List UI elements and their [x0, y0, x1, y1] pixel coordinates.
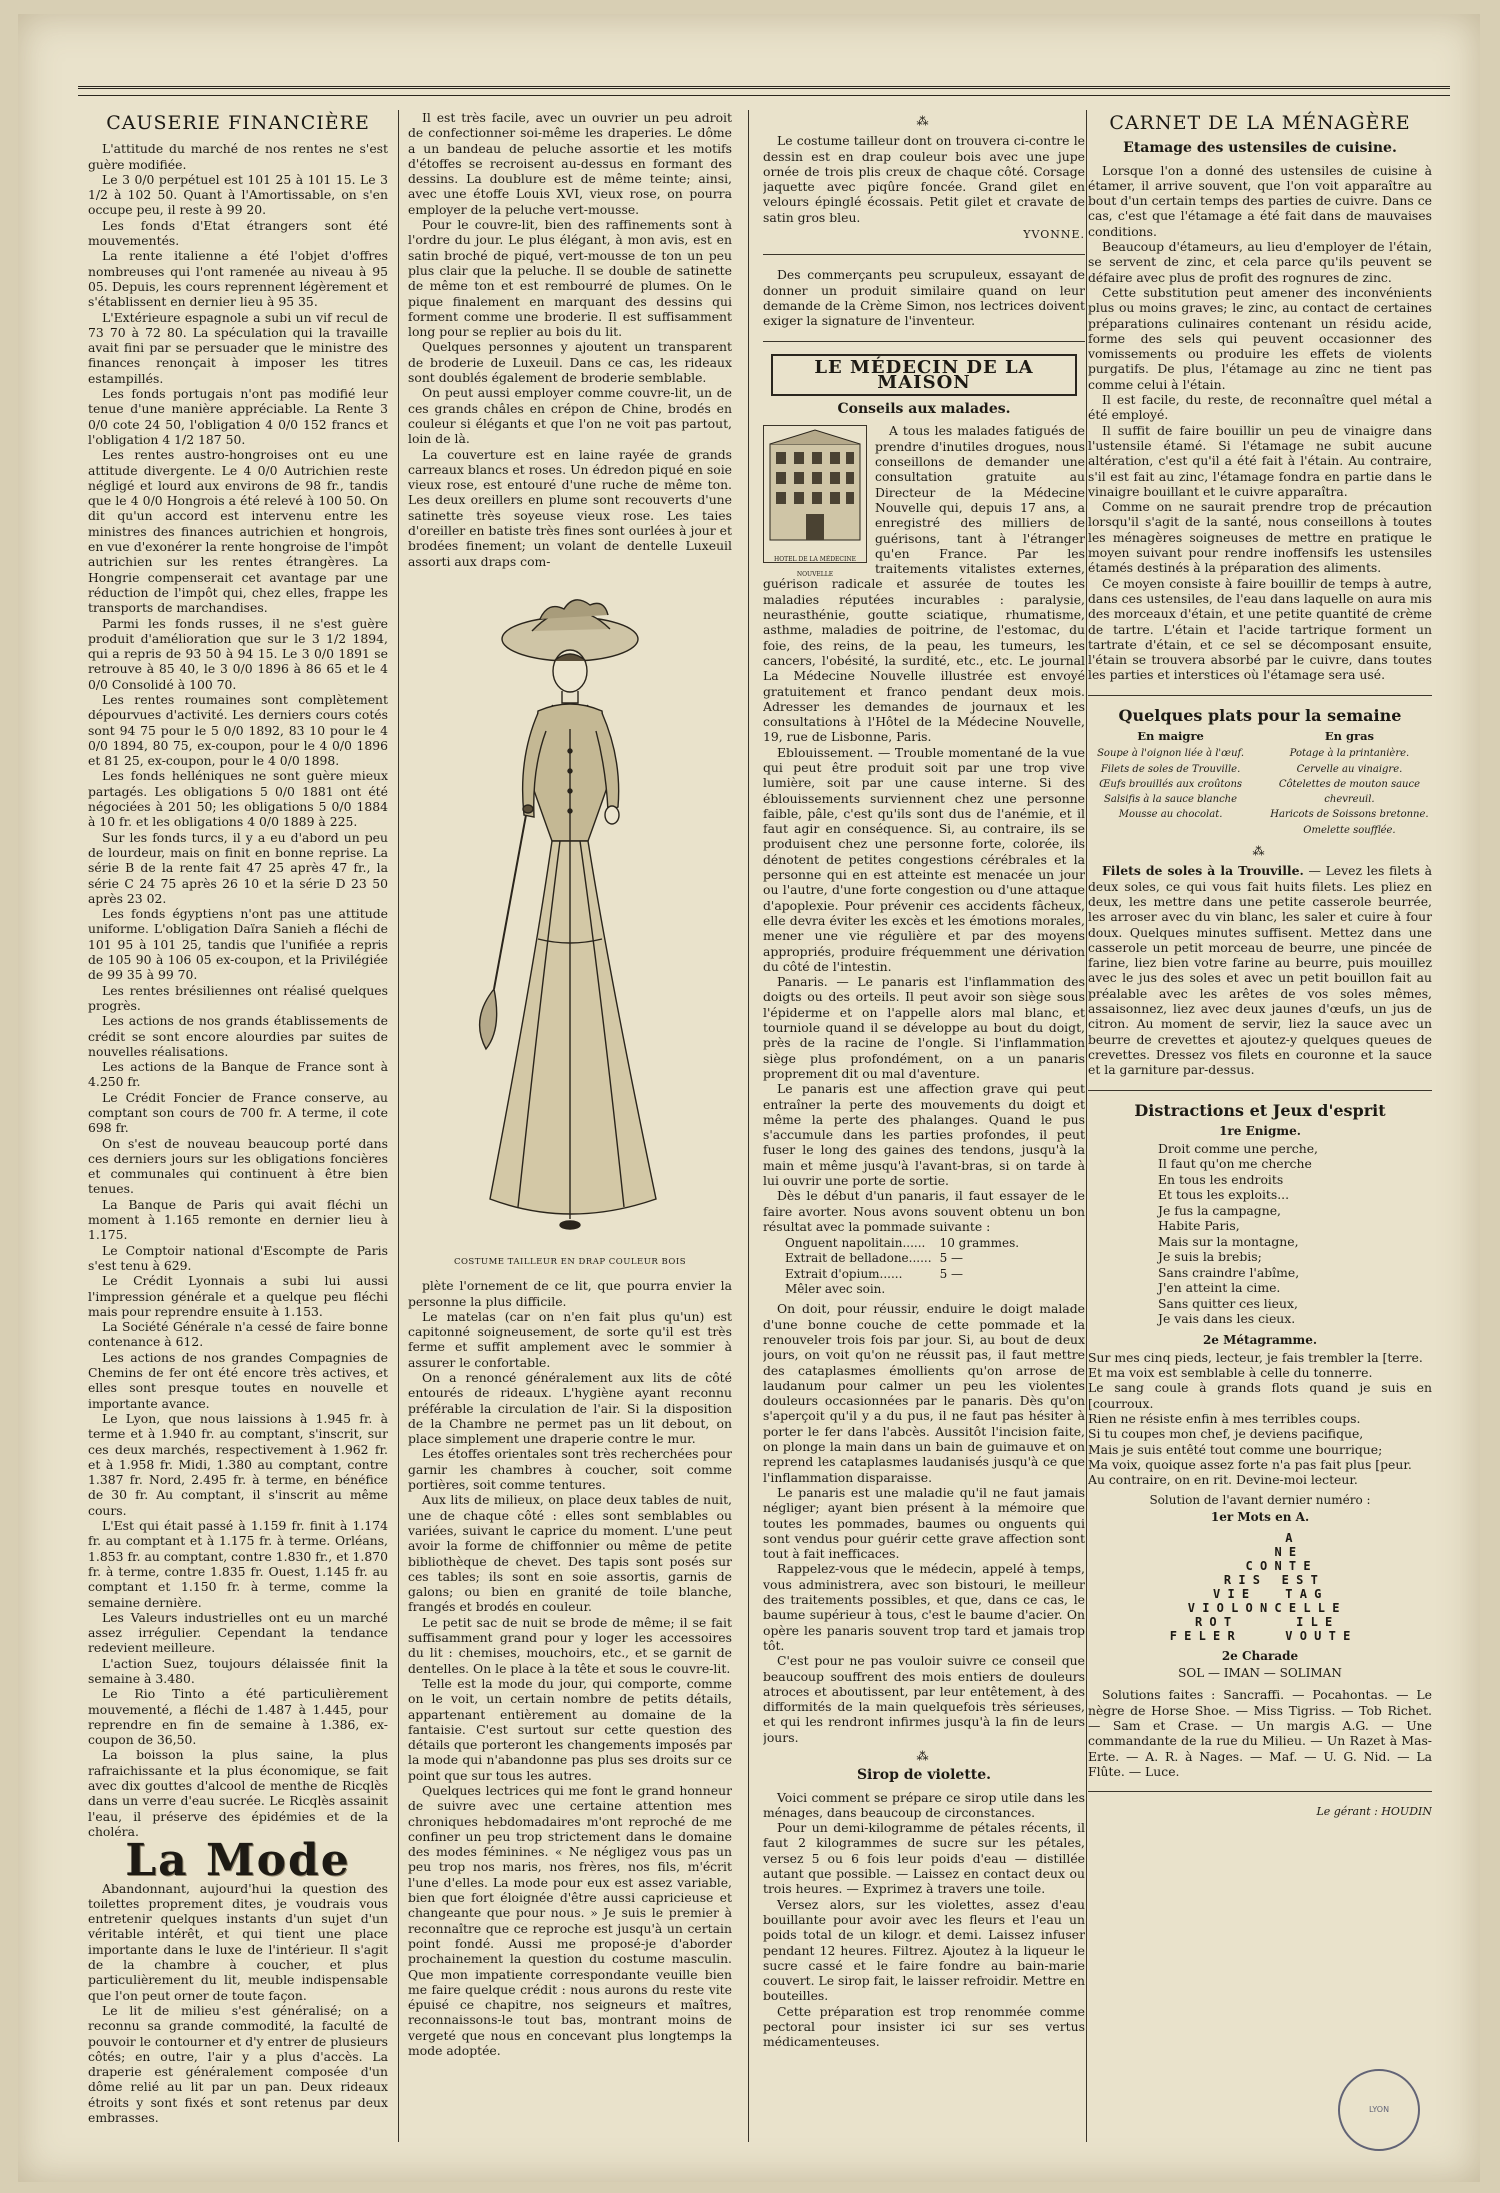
paragraph: Le 3 0/0 perpétuel est 101 25 à 101 15. Le 3 1/2 à 102 50. Quant à l'Amortissable, on s'en occupe peu, il reste à 99 20. — [88, 171, 388, 218]
paragraph: On doit, pour réussir, enduire le doigt malade d'une bonne couche de cette pommade et la renouveler trois fois par jour. Si, au bout de deux jours, on voit qu'on ne réussit pas, il faut mettre des cataplasmes émollients qu'on arrose de laudanum pour calmer un peu les violentes douleurs occasionnées par le panaris. Dès qu'on s'aperçoit qu'il y a du pus, il ne faut pas hésiter à porter le fer dans l'abcès. Aussitôt l'incision faite, on plonge la main dans un bain de guimauve et on reprend les cataplasmes laudanisés jusqu'à ce que l'inflammation disparaisse. — [763, 1301, 1085, 1485]
divider — [1088, 1791, 1432, 1792]
paragraph: Les rentes austro-hongroises ont eu une attitude divergente. Le 4 0/0 Autrichien reste négligé et lourd aux environs de 98 fr., tandis que le 4 0/0 Hongrois a été relevé à 100 50. On dit qu'un accord est intervenu entre les ministres des finances autrichien et hongrois, en vue d'exonérer la rente hongroise de l'impôt autrichien sur les rentes étrangères. La Hongrie compenserait cet avantage par une réduction de l'impôt qui, chez elles, frappe les transports de marchandises. — [88, 447, 388, 616]
mode-continuation — [763, 133, 1085, 225]
gras-list — [1267, 746, 1432, 838]
paragraph: Le Crédit Lyonnais a subi lui aussi l'impression générale et a quelque peu fléchi mais pour reprendre ensuite à 1.153. — [88, 1273, 388, 1319]
verse-line: Sur mes cinq pieds, lecteur, je fais trembler la [terre. — [1088, 1349, 1423, 1365]
sirop-body — [763, 1790, 1085, 2050]
column-finance — [88, 110, 388, 2152]
paragraph: Les fonds helléniques ne sont guère mieux partagés. Les obligations 5 0/0 1881 ont été négociées à 201 50; les obligations 5 0/0 1884 à 10 fr. et les obligations 4 0/0 1889 à 225. — [88, 768, 388, 830]
menu-item: Potage à la printanière. — [1289, 748, 1410, 760]
paragraph: Les fonds égyptiens n'ont pas une attitude uniforme. L'obligation Daïra Sanieh a fléchi de 101 95 à 101 25, tandis que l'unifiée a repris de 105 90 à 106 05 ex-coupon, et la Privilégiée de 99 35 à 99 70. — [88, 906, 388, 983]
finance-title: CAUSERIE FINANCIÈRE — [106, 112, 370, 134]
paragraph: Le Lyon, que nous laissions à 1.945 fr. à terme et à 1.940 fr. au comptant, s'inscrit, sur ces deux marchés, respectivement à 1.962 fr. et à 1.958 fr. Midi, 1.380 au comptant, contre 1.387 fr. Nord, 2.495 fr. à terme, en bénéfice de 30 fr. Au comptant, il s'inscrit au même cours. — [88, 1410, 388, 1518]
paragraph: Le Comptoir national d'Escompte de Paris s'est tenu à 629. — [88, 1242, 388, 1273]
verse-line: Et ma voix est semblable à celle du tonnerre. — [1088, 1365, 1373, 1381]
panaris-continuation — [763, 1301, 1085, 1745]
paragraph: C'est pour ne pas vouloir suivre ce conseil que beaucoup souffrent des mois entiers de douleurs atroces et aboutissent, par leur entêtement, à des difformités de la main quelquefois très sérieuses, et qui les rendront infirmes jusqu'à la fin de leurs jours. — [763, 1653, 1085, 1745]
divider — [763, 341, 1085, 342]
paragraph: L'Est qui était passé à 1.159 fr. finit à 1.174 fr. au comptant et à 1.175 fr. à terme. Orléans, 1.853 fr. au comptant, contre 1.830 fr., et 1.870 fr. à terme, contre 1.835 fr. Ouest, 1.145 fr. au comptant et 1.150 fr. à terme, comme la semaine dernière. — [88, 1518, 388, 1610]
menu-item: Omelette soufflée. — [1303, 824, 1396, 836]
medecin-subtitle: Conseils aux malades. — [837, 401, 1011, 418]
finance-body — [88, 141, 388, 1839]
author-signature: YVONNE. — [1023, 228, 1085, 242]
paragraph: Rappelez-vous que le médecin, appelé à temps, vous administrera, avec son bistouri, le meilleur des traitements possibles, et que, dans ce cas, le baume supérieur à tous, c'est le baume d'acier. On opère les panaris souvent trop tard et jamais trop tôt. — [763, 1561, 1085, 1653]
paragraph: Ce moyen consiste à faire bouillir de temps à autre, dans ces ustensiles, de l'eau dans laquelle on aura mis des morceaux d'étain, et une petite quantité de crème de tartre. L'étain et l'acide tartrique forment un tartrate d'étain, et ce sel se décomposant ensuite, l'étain se trouvera absorbé par le cuivre, dans toutes les parties et interstices où l'étamage sera usé. — [1088, 575, 1432, 683]
paragraph: Abandonnant, aujourd'hui la question des toilettes proprement dites, je voudrais vous entretenir quelques instants d'un sujet d'un véritable intérêt, et qui tient une place importante dans le luxe de l'intérieur. Il s'agit de la chambre à coucher, et plus particulièrement du lit, meuble indispensable que l'on peut orner de toute façon. — [88, 1880, 388, 2003]
paragraph: Quelques lectrices qui me font le grand honneur de suivre avec une certaine attention mes chroniques hebdomadaires m'ont reproché de me confiner un peu trop strictement dans le domaine des modes féminines. « Ne négligez vous pas un peu trop nos maris, nos frères, nos fils, m'écrit l'une d'elles. La mode pour eux est assez variable, bien que fort éloignée d'être aussi capricieuse et changeante que pour nous. » Je suis le premier à reconnaître que ce reproche est jusqu'à un certain point fondé. Aussi me proposé-je d'aborder prochainement la question du costume masculin. Que mon impatiente correspondante veuille bien me faire quelque crédit : nous aurons du reste vite épuisé ce chapitre, nos seigneurs et maîtres, reconnaissons-le tout bas, montrant moins de vergeté que nous en concevant plus longtemps la mode adoptée. — [408, 1783, 732, 2059]
sirop-title: Sirop de violette. — [856, 1767, 992, 1784]
paragraph: Les fonds d'Etat étrangers sont été mouvementés. — [88, 217, 388, 249]
paragraph: Eblouissement. — Trouble momentané de la vue qui peut être produit soit par une trop vive lumière, soit par une cause interne. Si des éblouissements surviennent chez une personne faible, pâle, c'est qu'ils sont dus de l'anémie, et il faut agir en conséquence. Si, au contraire, ils se produisent chez une personne forte, colorée, ils dénotent de petites congestions cérébrales et la personne qui en est atteinte est menacée un jour ou l'autre, d'une forte congestion ou d'une attaque d'apoplexie. Pour prévenir ces accidents fâcheux, elle devra éviter les excès et les émotions morales, mener une vie régulière et par des moyens appropriés, produire fréquemment une dérivation du côté de l'intestin. — [763, 744, 1085, 974]
verse-line: Le sang coule à grands flots quand je suis en [courroux. — [1088, 1380, 1432, 1411]
menu-item: Côtelettes de mouton sauce — [1278, 778, 1421, 790]
paragraph: Il est très facile, avec un ouvrier un peu adroit de confectionner soi-même les draperies. Le dôme a un bandeau de peluche assortie et les motifs d'étoffes se recroisent au-dessus en formant des dessins. La doublure est de même teinte; ainsi, avec une étoffe Louis XVI, vieux rose, on pourra employer de la peluche vert-mousse. — [408, 110, 732, 217]
paragraph: Lorsque l'on a donné des ustensiles de cuisine à étamer, il arrive souvent, que l'on voit apparaître au bout d'un certain temps des parties de cuivre. Dans ce cas, c'est que l'étamage a été fait dans de mauvaises conditions. — [1088, 162, 1432, 239]
verse-line: Je fus la campagne, — [1158, 1202, 1281, 1218]
paragraph: plète l'ornement de ce lit, que pourra envier la personne la plus difficile. — [408, 1278, 732, 1309]
column-divider — [1086, 110, 1087, 2142]
paragraph: Parmi les fonds russes, il ne s'est guère produit d'amélioration que sur le 3 1/2 1894, qui a repris de 93 50 à 94 15. Le 3 0/0 1891 se retrouve à 85 40, le 3 0/0 1896 à 86 65 et le 4 0/0 Consolidé à 100 70. — [88, 615, 388, 692]
paragraph: Le panaris est une affection grave qui peut entraîner la perte des mouvements du doigt et même la perte des phalanges. Quand le pus s'accumule dans les parties profondes, il peut fuser le long des gaines des tendons, jusqu'à la main et même jusqu'à l'avant-bras, si on tarde à lui ouvrir une porte de sortie. — [763, 1081, 1085, 1188]
ingredient-name: Extrait de belladone...... — [785, 1251, 932, 1266]
gras-label: En gras — [1324, 728, 1375, 743]
paragraph: Le Rio Tinto a été particulièrement mouvementé, a fléchi de 1.487 à 1.445, pour reprendre en fin de semaine à 1.386, ex-coupon de 36,50. — [88, 1686, 388, 1748]
paragraph: L'Extérieure espagnole a subi un vif recul de 73 70 à 72 80. La spéculation qui la travaille avait fini par se persuader que le ministre des finances renonçait à imposer les titres estampillés. — [88, 309, 388, 386]
paragraph: Le panaris est une maladie qu'il ne faut jamais négliger; ayant bien présent à la mémoire que toutes les pommades, baumes ou onguents qui sont vendus pour guérir cette grave affection sont tout à fait inefficaces. — [763, 1484, 1085, 1562]
paragraph: Le lit de milieu s'est généralisé; on a reconnu sa grande commodité, la faculté de pouvoir le contourner et d'y entrer de plusieurs côtés; en outre, l'air y a plus d'accès. La draperie est généralement composée d'un dôme relié au lit par un pan. Deux rideaux étroits y sont fixés et sont retenus par deux embrasses. — [88, 2002, 388, 2125]
verse-line: Je suis la brebis; — [1158, 1249, 1262, 1265]
ingredient-quantity: 5 — — [939, 1266, 964, 1281]
paragraph: Cette substitution peut amener des inconvénients plus ou moins graves; le zinc, au contact de certaines préparations culinaires contenant un résidu acide, forme des sels qui peuvent occasionner des vomissements ou produire les effets de violents purgatifs. De plus, l'étamage au zinc ne tient pas comme celui à l'étain. — [1088, 284, 1432, 392]
paragraph: Le matelas (car on n'en fait plus qu'un) est capitonné soigneusement, de sorte qu'il est très ferme et suffit amplement avec le sommier à assurer le confortable. — [408, 1308, 732, 1370]
mode-title: La Mode — [125, 1835, 351, 1887]
paragraph: Beaucoup d'étameurs, au lieu d'employer de l'étain, se servent de zinc, et cela parce qu'ils peuvent se défaire avec plus de profit des rognures de zinc. — [1088, 239, 1432, 285]
separator-stars: ⁂ — [916, 1748, 932, 1763]
verse-line: Mais sur la montagne, — [1158, 1233, 1299, 1249]
library-stamp: LYON — [1338, 2069, 1420, 2151]
gerant-signature: Le gérant : HOUDIN — [1316, 1805, 1432, 1819]
jeux-title: Distractions et Jeux d'esprit — [1134, 1100, 1386, 1120]
menu-item: Salsifis à la sauce blanche — [1104, 794, 1238, 806]
solution-label: Solution de l'avant dernier numéro : — [1149, 1493, 1371, 1508]
charade-title: 2e Charade — [1221, 1649, 1299, 1664]
menu-maigre — [1088, 729, 1253, 838]
column-divider — [398, 110, 399, 2142]
paragraph: Aux lits de milieux, on place deux tables de nuit, une de chaque côté : elles sont semblables ou variées, suivant le caprice du moment. L'une peut avoir la forme de chiffonnier ou même de petite bibliothèque de chevet. Des tapis sont posés sur ces tables; ils sont en soie assortis, garnis de galons; ou bien en granité de toile blanche, frangés et brodés en couleur. — [408, 1492, 732, 1615]
verse-line: Sans quitter ces lieux, — [1158, 1295, 1298, 1311]
charade-answer: SOL — IMAN — SOLIMAN — [1178, 1666, 1342, 1681]
mode-body-bottom — [408, 1278, 732, 2058]
metagramme-title: 2e Métagramme. — [1202, 1332, 1318, 1347]
paragraph: Versez alors, sur les violettes, assez d'eau bouillante pour avoir avec les fleurs et l'eau un poids total de un kilogr. et demi. Laissez infuser pendant 12 heures. Filtrez. Ajoutez à la liqueur le sucre cassé et le faire fondre au bain-marie couvert. Le sirop fait, le laisser refroidir. Mettre en bouteilles. — [763, 1896, 1085, 2004]
etamage-title: Etamage des ustensiles de cuisine. — [1123, 140, 1397, 157]
verse-line: Habite Paris, — [1158, 1218, 1240, 1234]
enigme-title: 1re Enigme. — [1219, 1123, 1301, 1138]
paragraph: Le Crédit Foncier de France conserve, au comptant son cours de 700 fr. A terme, il cote 698 fr. — [88, 1089, 388, 1136]
paragraph: Sur les fonds turcs, il y a eu d'abord un peu de lourdeur, mais on finit en bonne reprise. La série B de la rente fait 47 25 après 47 fr., la série C 24 75 après 26 10 et la série D 23 50 après 23 02. — [88, 829, 388, 906]
paragraph: Les étoffes orientales sont très recherchées pour garnir les chambres à coucher, soit comme portières, soit comme tentures. — [408, 1446, 732, 1493]
metagramme-lines — [1088, 1350, 1432, 1488]
prescription-row — [781, 1236, 1023, 1251]
ingredient-quantity: 5 — — [939, 1251, 964, 1266]
creme-simon-notice: Des commerçants peu scrupuleux, essayant de donner un produit similaire quand on leur demande de la Crème Simon, nos lectrices doivent exiger la signature de l'inventeur. — [763, 267, 1085, 329]
verse-line: Sans craindre l'abîme, — [1158, 1264, 1300, 1280]
paragraph: La boisson la plus saine, la plus rafraichissante et la plus économique, se fait avec dix gouttes d'alcool de menthe de Ricqlès dans un verre d'eau sucrée. Le Ricqlès assainit l'eau, il préserve des épidémies et de la choléra. — [88, 1747, 388, 1839]
paragraph: L'action Suez, toujours délaissée finit la semaine à 3.480. — [88, 1655, 388, 1686]
verse-line: En tous les endroits — [1158, 1171, 1284, 1187]
enigme-lines — [1158, 1141, 1432, 1327]
paragraph: Quelques personnes y ajoutent un transparent de broderie de Luxeuil. Dans ce cas, les rideaux sont doublés également de broderie semblable. — [408, 339, 732, 386]
menu-item: Cervelle au vinaigre. — [1296, 763, 1403, 775]
column-medecin — [763, 110, 1085, 2152]
hotel-illustration — [763, 425, 867, 579]
plats-title: Quelques plats pour la semaine — [1118, 705, 1402, 725]
paragraph: On peut aussi employer comme couvre-lit, un de ces grands châles en crépon de Chine, brodés en couleur si élégants et que l'on ne voit pas partout, loin de là. — [408, 385, 732, 447]
verse-line: Je vais dans les cieux. — [1158, 1311, 1296, 1327]
column-divider — [748, 110, 749, 2142]
maigre-label: En maigre — [1137, 728, 1204, 743]
verse-line: J'en atteint la cime. — [1158, 1280, 1281, 1296]
column-mode — [408, 110, 732, 2152]
solvers-list: Solutions faites : Sancraffi. — Pocahontas. — Le nègre de Horse Shoe. — Miss Tigriss. — Tob Richet. — Sam et Crase. — Un margis A.G. — Une commandante de la rue du Milieu. — Un Razet à Mas-Erte. — A. R. à Nages. — Maf. — U. G. Nid. — La Flûte. — Luce. — [1088, 1687, 1432, 1779]
verse-line: Si tu coupes mon chef, je deviens pacifique, — [1088, 1426, 1364, 1442]
ingredient-name: Mêler avec soin. — [785, 1282, 886, 1297]
newspaper-page — [18, 14, 1480, 2182]
paragraph: Les actions de nos grandes Compagnies de Chemins de fer ont été encore très actives, et elles sont presque toutes en nouvelle et importante avance. — [88, 1349, 388, 1411]
paragraph: Dès le début d'un panaris, il faut essayer de le faire avorter. Nous avons souvent obtenu un bon résultat avec la pommade suivante : — [763, 1188, 1085, 1234]
paragraph: On s'est de nouveau beaucoup porté dans ces derniers jours sur les obligations foncières et communales qui continuent à être bien tenues. — [88, 1135, 388, 1197]
soles-recipe: Filets de soles à la Trouville. — Levez les filets à deux soles, ce qui vous fait huits filets. Les pliez en deux, les mettre dans une petite casserole beurrée, les arroser avec du vin blanc, les saler et cuire à four doux. Quelques minutes suffisent. Mettez dans une casserole un petit morceau de beurre, une pincée de farine, liez bien votre farine au beurre, puis mouillez avec le jus des soles et avec un petit bouillon fait au préalable avec les arêtes de vos soles mêmes, assaisonnez, liez avec deux jaunes d'œufs, un jus de citron. Au moment de servir, liez la sauce avec un beurre de crevettes et ajoutez-y quelques queues de crevettes. Dressez vos filets en couronne et la sauce et la garniture par-dessus. — [1088, 863, 1432, 1078]
prescription-row — [781, 1267, 1023, 1282]
verse-line: Et tous les exploits... — [1158, 1187, 1290, 1203]
paragraph: La couverture est en laine rayée de grands carreaux blancs et roses. Un édredon piqué en soie vieux rose, est entouré d'une ruche de même ton. Les deux oreillers en plume sont recouverts d'une satinette très soyeuse vieux rose. Les taies d'oreiller en batiste très fines sont ourlées à jour et brodées finement; un volant de dentelle Luxeuil assorti aux draps com- — [408, 446, 732, 569]
paragraph: L'attitude du marché de nos rentes ne s'est guère modifiée. — [88, 141, 388, 172]
separator-stars: ⁂ — [1252, 844, 1268, 859]
verse-line: Rien ne résiste enfin à mes terribles coups. — [1088, 1411, 1361, 1426]
prescription-row — [781, 1251, 1023, 1266]
paragraph: Comme on ne saurait prendre trop de précaution lorsqu'il s'agit de la santé, nous conseillons à toutes les ménagères soigneuses de mettre en pratique le moyen suivant pour rendre inoffensifs les ustensiles étamés destinés à la préparation des aliments. — [1088, 499, 1432, 576]
divider — [1088, 1090, 1432, 1091]
mode-body-top — [408, 110, 732, 569]
header-rule — [78, 86, 1450, 96]
paragraph: Les fonds portugais n'ont pas modifié leur tenue d'une manière appréciable. La Rente 3 0/0 cote 24 50, l'obligation 4 0/0 152 francs et l'obligation 4 1/2 187 50. — [88, 386, 388, 447]
medecin-title: LE MÉDECIN DE LA MAISON — [771, 354, 1077, 397]
soles-title: Filets de soles à la Trouville. — [1102, 863, 1304, 879]
paragraph: Le costume tailleur dont on trouvera ci-contre le dessin est en drap couleur bois avec une jupe ornée de trois plis creux de chaque côté. Corsage jaquette avec piqûre foncée. Grand gilet en velours épinglé écossais. Petit gilet et cravate de satin gros bleu. — [763, 133, 1085, 225]
menu-gras — [1267, 729, 1432, 838]
word-grid: A N E C O N T E R I S E S T V I E T A G V I O L O N C E L L E R O T I L E F E L E R V O U T E — [1169, 1531, 1351, 1644]
paragraph: Le petit sac de nuit se brode de même; il se fait suffisamment grand pour y loger les accessoires du lit : chemises, mouchoirs, etc., et se garnit de dentelles. On le place à la tête et sous le couvre-lit. — [408, 1614, 732, 1676]
column-menagere — [1088, 110, 1432, 2152]
menu-table — [1088, 729, 1432, 838]
paragraph: Les Valeurs industrielles ont eu un marché assez irrégulier. Cependant la tendance redevient meilleure. — [88, 1609, 388, 1656]
menagere-title: CARNET DE LA MÉNAGÈRE — [1109, 112, 1411, 134]
etamage-body — [1088, 163, 1432, 683]
ingredient-name: Onguent napolitain...... — [785, 1236, 926, 1251]
paragraph: La Banque de Paris qui avait fléchi un moment à 1.165 remonte en dernier lieu à 1.175. — [88, 1196, 388, 1243]
verse-line: Il faut qu'on me cherche — [1158, 1156, 1312, 1172]
separator-stars: ⁂ — [916, 114, 932, 128]
paragraph: Cette préparation est trop renommée comme pectoral pour insister ici sur ses vertus médicamenteuses. — [763, 2003, 1085, 2050]
hotel-building-figure — [764, 426, 866, 562]
verse-line: Mais je suis entêté tout comme une bourrique; — [1088, 1441, 1383, 1457]
menu-item: Filets de soles de Trouville. — [1100, 763, 1241, 775]
paragraph: Pour un demi-kilogramme de pétales récents, il faut 2 kilogrammes de sucre sur les pétales, versez 5 ou 6 fois leur poids d'eau — distillée autant que possible. — Laissez en contact deux ou trois heures. — Exprimez à travers une toile. — [763, 1820, 1085, 1897]
verse-line: Ma voix, quoique assez forte n'a pas fait plus [peur. — [1088, 1456, 1412, 1472]
paragraph: A tous les malades fatigués de prendre d'inutiles drogues, nous conseillons de demander une consultation gratuite au Directeur de la Médecine Nouvelle qui, depuis 17 ans, a enregistré des milliers de guérisons, tant à l'étranger qu'en France. Par les traitements vitalistes externes, guérison radicale et assurée de toutes les maladies réputées incurables : paralysie, neurasthénie, goutte sciatique, rhumatisme, asthme, maladies de poitrine, de l'estomac, du foie, des reins, de la peau, les tumeurs, les cancers, l'obésité, la surdité, etc., etc. Le journal La Médecine Nouvelle illustrée est envoyé gratuitement et franco pendant deux mois. Adresser les demandes de journaux et les consultations à l'Hôtel de la Médecine Nouvelle, 19, rue de Lisbonne, Paris. — [763, 423, 1085, 745]
ingredient-name: Extrait d'opium...... — [785, 1266, 903, 1281]
maigre-list — [1088, 746, 1253, 822]
paragraph: On a renoncé généralement aux lits de côté entourés de rideaux. L'hygiène ayant reconnu préférable la circulation de l'air. Si la disposition de la Chambre ne permet pas un lit debout, on place simplement une draperie contre le mur. — [408, 1369, 732, 1447]
soles-text: Levez les filets à deux soles, ce qui vous fait huits filets. Les pliez en deux, les mettre dans une petite casserole beurrée, les arroser avec du vin blanc, les saler et cuire à four doux. Quelques minutes suffisent. Mettez dans une casserole un petit morceau de beurre, une pincée de farine, liez bien votre farine au beurre, puis mouillez avec le jus des soles et avec un petit bouillon fait au préalable avec les arêtes de vos soles mêmes, assaisonnez, liez avec deux jaunes d'œufs, un jus de citron. Au moment de servir, liez la sauce avec un beurre de crevettes et ajoutez-y quelques queues de crevettes. Dressez vos filets en couronne et la sauce et la garniture par-dessus. — [1088, 863, 1432, 1078]
mode-body — [88, 1881, 388, 2126]
paragraph: Il est facile, du reste, de reconnaître quel métal a été employé. — [1088, 392, 1432, 423]
paragraph: Pour le couvre-lit, bien des raffinements sont à l'ordre du jour. Le plus élégant, à mon avis, est en satin broché de piqué, vert-mousse de ton un peu plus clair que la peluche. Il se double de satinette de même ton et est rembourré de plumes. On le pique finalement en marquant des dessins qui forment comme une broderie. Il est suffisamment long pour se replier au bois du lit. — [408, 217, 732, 340]
verse-line: Droit comme une perche, — [1158, 1140, 1318, 1156]
divider — [1088, 695, 1432, 696]
illustration-caption: COSTUME TAILLEUR EN DRAP COULEUR BOIS — [453, 1256, 687, 1267]
verse-line: Au contraire, on en rit. Devine-moi lecteur. — [1088, 1472, 1358, 1488]
paragraph: Les rentes roumaines sont complètement dépourvues d'activité. Les derniers cours cotés sont 94 75 pour le 5 0/0 1892, 83 10 pour le 4 0/0 1894, 80 75, ex-coupon, pour le 4 0/0 1896 et 81 25, ex-coupon, pour le 4 0/0 1898. — [88, 691, 388, 769]
paragraph: Il suffit de faire bouillir un peu de vinaigre dans l'ustensile étamé. Si l'étamage ne subit aucune altération, c'est qu'il a été fait à l'étain. Au contraire, s'il est fait au zinc, l'étamage fondra en partie dans le vinaigre bouillant et le cuivre apparaîtra. — [1088, 422, 1432, 499]
paragraph: Voici comment se prépare ce sirop utile dans les ménages, dans beaucoup de circonstances. — [763, 1789, 1085, 1820]
menu-item: Haricots de Soissons bretonne. — [1270, 809, 1429, 821]
prescription-row — [781, 1282, 1023, 1297]
menu-item: Mousse au chocolat. — [1118, 809, 1223, 821]
paragraph: La Société Générale n'a cessé de faire bonne contenance à 612. — [88, 1319, 388, 1350]
menu-item: Soupe à l'oignon liée à l'œuf. — [1097, 748, 1245, 760]
hotel-label: HOTEL DE LA MÉDECINE NOUVELLE — [773, 555, 857, 579]
paragraph: Les actions de nos grands établissements de crédit se sont encore alourdies par suites de nouvelles réalisations. — [88, 1013, 388, 1059]
paragraph: Les rentes brésiliennes ont réalisé quelques progrès. — [88, 982, 388, 1013]
paragraph: Panaris. — Le panaris est l'inflammation des doigts ou des orteils. Il peut avoir son siège sous l'épiderme et on l'appelle alors mal blanc, et tourniole quand il se développe au bout du doigt, près de la racine de l'ongle. Si l'inflammation siège plus profondément, on a un panaris proprement dit ou mal d'aventure. — [763, 974, 1085, 1081]
ingredient-quantity: 10 grammes. — [939, 1236, 1020, 1251]
paragraph: La rente italienne a été l'objet d'offres nombreuses qui l'ont ramenée au niveau à 95 05. Depuis, les cours reprennent légèrement et s'établissent en dernier lieu à 95 35. — [88, 248, 388, 310]
mots-title: 1er Mots en A. — [1210, 1510, 1310, 1525]
menu-item: Œufs brouillés aux croûtons — [1099, 778, 1243, 790]
ingredient-quantity — [936, 1282, 1024, 1297]
menu-item: chevreuil. — [1324, 794, 1375, 806]
paragraph: Telle est la mode du jour, qui comporte, comme on le voit, un certain nombre de petits détails, appartenant entièrement au domaine de la fantaisie. C'est surtout sur cette question des détails que porteront les changements imposés par la mode qui n'abandonne pas plus ses droits sur ce point que sur tous les autres. — [408, 1675, 732, 1783]
fashion-illustration — [420, 579, 720, 1251]
paragraph: Les actions de la Banque de France sont à 4.250 fr. — [88, 1059, 388, 1090]
divider — [763, 254, 1085, 255]
woman-in-tailored-costume-figure — [420, 579, 720, 1251]
prescription-table — [781, 1236, 1023, 1297]
